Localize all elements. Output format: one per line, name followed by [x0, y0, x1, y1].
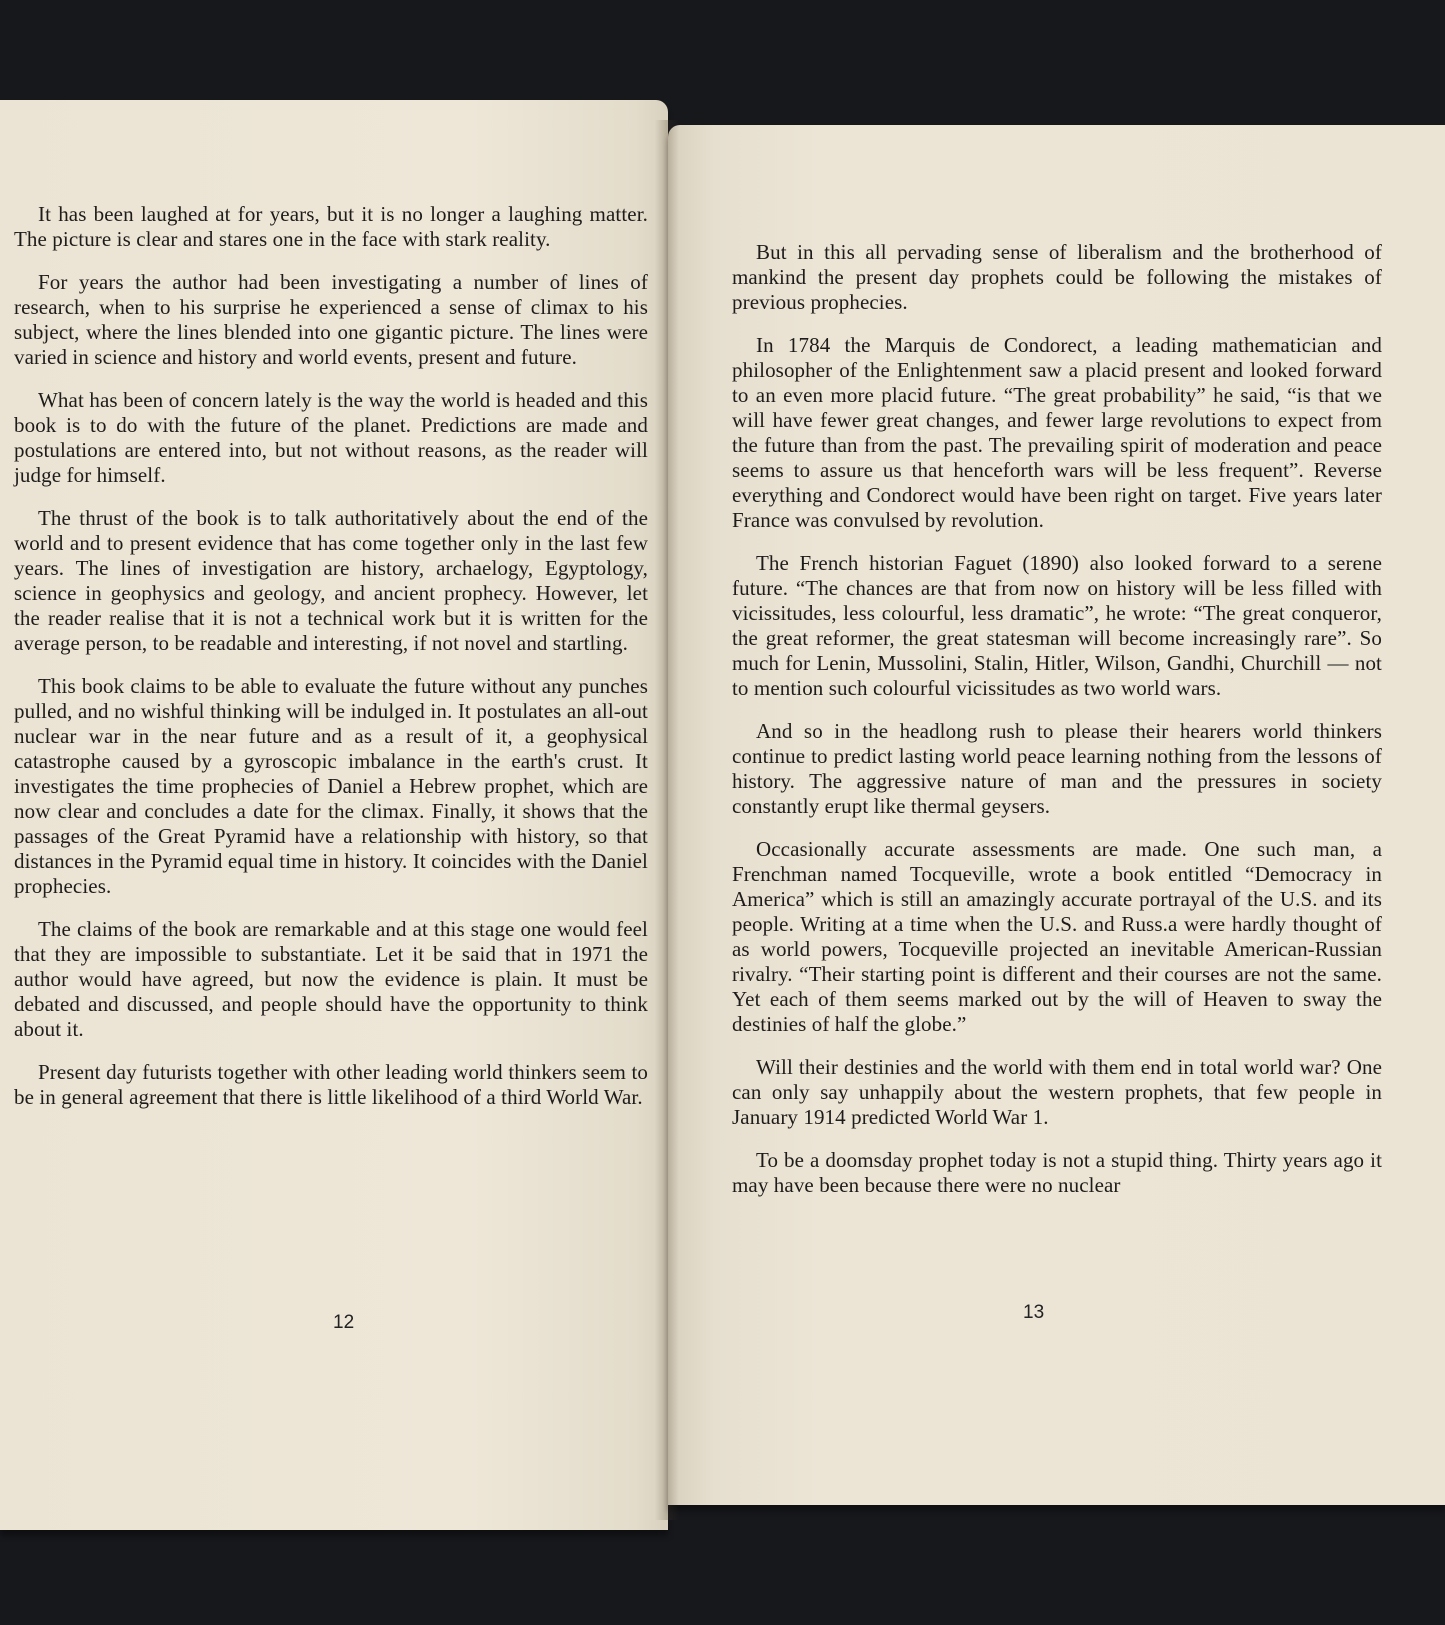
right-paragraph: And so in the headlong rush to please their hearers world thinkers continue to predict lasting world peace learning nothing from the lessons of history. The aggressive nature of man and the pressures in society constantly erupt like thermal geysers.: [732, 719, 1382, 818]
right-paragraph: Occasionally accurate assessments are made. One such man, a Frenchman named Tocqueville, wrote a book entitled “Democracy in America” which is still an amazingly accurate portrayal of the U.S. and its people. Writing at a time when the U.S. and Russ.a were hardly thought of as world powers, Tocqueville projected an inevitable American-Russian rivalry. “Their starting point is different and their courses are not the same. Yet each of them seems marked out by the will of Heaven to sway the destinies of half the globe.”: [732, 837, 1382, 1036]
right-paragraph: To be a doomsday prophet today is not a stupid thing. Thirty years ago it may have been because there were no nuclear: [732, 1148, 1382, 1197]
left-paragraph: The claims of the book are remarkable and at this stage one would feel that they are impossible to substantiate. Let it be said that in 1971 the author would have agreed, but now the evidence is plain. It must be debated and discussed, and people should have the opportunity to think about it.: [14, 917, 648, 1041]
left-page-text: [14, 202, 648, 1128]
right-paragraph: But in this all pervading sense of liberalism and the brotherhood of mankind the present day prophets could be following the mistakes of previous prophecies.: [732, 240, 1382, 314]
left-paragraph: This book claims to be able to evaluate the future without any punches pulled, and no wishful thinking will be indulged in. It postulates an all-out nuclear war in the near future and as a result of it, a geophysical catastrophe caused by a gyroscopic imbalance in the earth's crust. It investigates the time prophecies of Daniel a Hebrew prophet, which are now clear and concludes a date for the climax. Finally, it shows that the passages of the Great Pyramid have a relationship with history, so that distances in the Pyramid equal time in history. It coincides with the Daniel prophecies.: [14, 674, 648, 898]
right-page-text: [732, 240, 1382, 1216]
page-number-right: 13: [1023, 1302, 1045, 1323]
left-paragraph: Present day futurists together with other leading world thinkers seem to be in general agreement that there is little likelihood of a third World War.: [14, 1060, 648, 1109]
left-page: [0, 100, 668, 1530]
page-number-left: 12: [333, 1312, 355, 1333]
left-paragraph: The thrust of the book is to talk authoritatively about the end of the world and to present evidence that has come together only in the last few years. The lines of investigation are history, archaelogy, Egyptology, science in geophysics and geology, and ancient prophecy. However, let the reader realise that it is not a technical work but it is written for the average person, to be readable and interesting, if not novel and startling.: [14, 506, 648, 655]
left-paragraph: What has been of concern lately is the way the world is headed and this book is to do with the future of the planet. Predictions are made and postulations are entered into, but not without reasons, as the reader will judge for himself.: [14, 388, 648, 487]
right-paragraph: In 1784 the Marquis de Condorect, a leading mathematician and philosopher of the Enlightenment saw a placid present and looked forward to an even more placid future. “The great probability” he said, “is that we will have fewer great changes, and fewer large revolutions to expect from the future than from the past. The prevailing spirit of moderation and peace seems to assure us that henceforth wars will be less frequent”. Reverse everything and Condorect would have been right on target. Five years later France was convulsed by revolution.: [732, 333, 1382, 532]
right-paragraph: The French historian Faguet (1890) also looked forward to a serene future. “The chances are that from now on history will be less filled with vicissitudes, less colourful, less dramatic”, he wrote: “The great conqueror, the great reformer, the great statesman will become increasingly rare”. So much for Lenin, Mussolini, Stalin, Hitler, Wilson, Gandhi, Churchill — not to mention such colourful vicissitudes as two world wars.: [732, 551, 1382, 700]
right-page: [668, 125, 1445, 1505]
right-paragraph: Will their destinies and the world with them end in total world war? One can only say unhappily about the western prophets, that few people in January 1914 predicted World War 1.: [732, 1055, 1382, 1129]
left-paragraph: For years the author had been investigating a number of lines of research, when to his surprise he experienced a sense of climax to his subject, where the lines blended into one gigantic picture. The lines were varied in science and history and world events, present and future.: [14, 270, 648, 369]
left-paragraph: It has been laughed at for years, but it is no longer a laughing matter. The picture is clear and stares one in the face with stark reality.: [14, 202, 648, 251]
